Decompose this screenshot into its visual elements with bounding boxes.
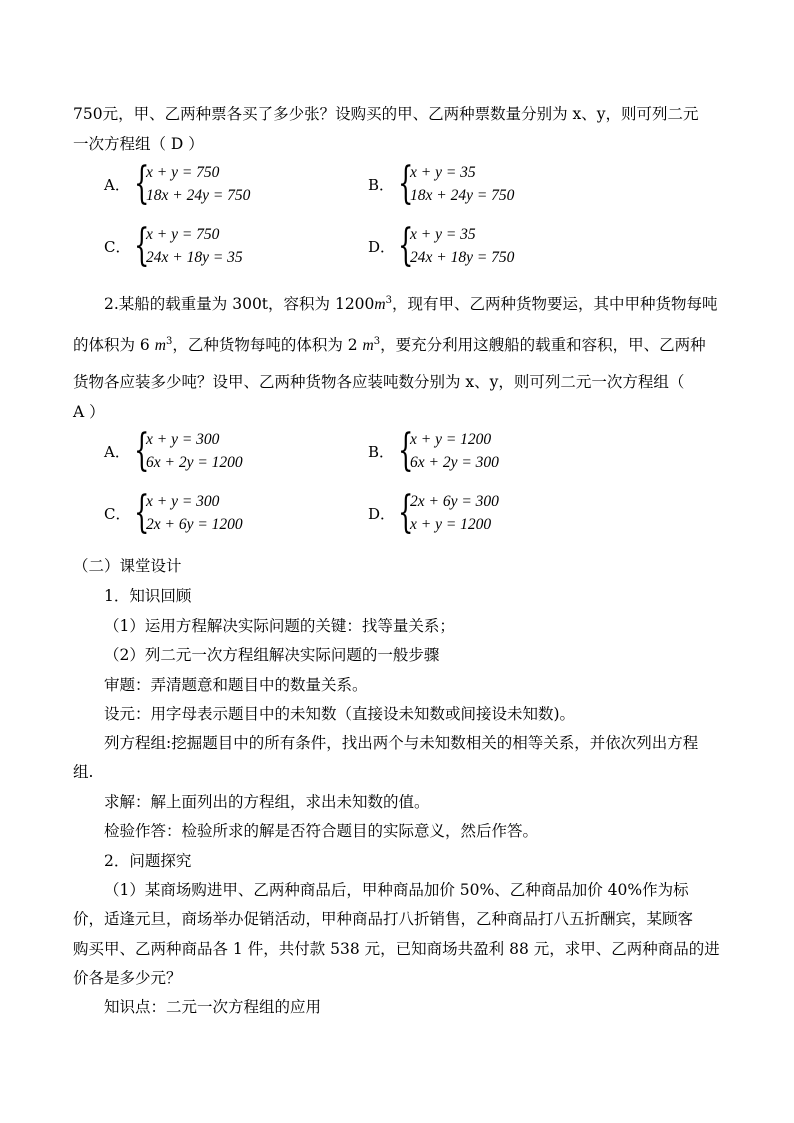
q2-line4: A ） [73, 403, 105, 421]
option-label: C． [104, 237, 131, 256]
step-solve: 求解：解上面列出的方程组，求出未知数的值。 [104, 793, 430, 811]
equation: 24x + 18y = 35 [146, 249, 243, 266]
equation: x + y = 35 [410, 226, 476, 243]
equation: 24x + 18y = 750 [410, 249, 515, 266]
q2-option-d [368, 487, 499, 538]
unit: m [374, 296, 386, 313]
problem-line1: （1）某商场购进甲、乙两种商品后，甲种商品加价 50%、乙种商品加价 40%作为标 [104, 881, 689, 899]
option-label: B． [368, 442, 395, 461]
brace-symbol: { [398, 220, 414, 271]
brace-symbol: { [134, 425, 150, 476]
equation: x + y = 300 [146, 493, 220, 510]
unit: m [154, 337, 166, 354]
option-label: D． [368, 504, 396, 523]
option-label: D． [368, 237, 396, 256]
step-check: 检验作答：检验所求的解是否符合题目的实际意义，然后作答。 [104, 822, 539, 840]
option-label: C． [104, 504, 131, 523]
q2-line3: 货物各应装多少吨？设甲、乙两种货物各应装吨数分别为 x、y，则可列二元一次方程组（ [73, 373, 685, 391]
unit: m [362, 337, 374, 354]
equation-system [398, 220, 515, 271]
equation: 2x + 6y = 300 [410, 493, 499, 510]
q1-option-a [104, 158, 251, 209]
brace-symbol: { [398, 158, 414, 209]
equation: x + y = 750 [146, 164, 220, 181]
knowledge-point: 知识点：二元一次方程组的应用 [104, 998, 322, 1016]
equation-system [134, 487, 243, 538]
q2-option-a [104, 425, 243, 476]
equation: x + y = 1200 [410, 516, 492, 533]
q1-line1: 750元，甲、乙两种票各买了多少张？设购买的甲、乙两种票数量分别为 x、y，则可列二元 [73, 105, 699, 123]
brace-symbol: { [398, 425, 414, 476]
equation-system [398, 158, 515, 209]
review-item-1: （1）运用方程解决实际问题的关键：找等量关系； [104, 617, 455, 635]
exponent: 3 [373, 335, 381, 347]
problem-line4: 价各是多少元？ [73, 969, 182, 987]
equation-system [134, 220, 243, 271]
text: ，现有甲、乙两种货物要运，其中甲种货物每吨 [391, 295, 718, 313]
exponent: 3 [165, 335, 173, 347]
equation-system [398, 425, 499, 476]
subsection-2: 2．问题探究 [104, 852, 192, 870]
text: 的体积为 6 [73, 336, 150, 354]
exponent: 3 [385, 294, 392, 306]
brace-symbol: { [134, 158, 150, 209]
option-label: A． [104, 175, 130, 194]
q1-option-d [368, 220, 515, 271]
step-equations: 列方程组:挖掘题目中的所有条件，找出两个与未知数相关的相等关系，并依次列出方程 [104, 734, 699, 752]
q1-option-c [104, 220, 243, 271]
q2-option-b [368, 425, 499, 476]
equation: 2x + 6y = 1200 [146, 516, 243, 533]
equation: 18x + 24y = 750 [410, 187, 515, 204]
section-heading: （二）课堂设计 [73, 557, 182, 575]
problem-line2: 价，适逢元旦，商场举办促销活动，甲种商品打八折销售，乙种商品打八五折酬宾，某顾客 [73, 910, 694, 928]
equation-system [398, 487, 499, 538]
brace-symbol: { [134, 487, 150, 538]
q2-line2 [73, 335, 706, 356]
equation: 18x + 24y = 750 [146, 187, 251, 204]
equation: 6x + 2y = 300 [410, 454, 499, 471]
equation: 6x + 2y = 1200 [146, 454, 243, 471]
q2-line1 [104, 294, 718, 315]
text: ，要充分利用这艘船的载重和容积，甲、乙两种 [380, 336, 706, 354]
q1-line2: 一次方程组（ D ） [73, 135, 204, 153]
text: ，乙种货物每吨的体积为 2 [172, 336, 358, 354]
q2-option-c [104, 487, 243, 538]
equation: x + y = 35 [410, 164, 476, 181]
review-item-2: （2）列二元一次方程组解决实际问题的一般步骤 [104, 646, 440, 664]
q1-option-b [368, 158, 515, 209]
equation: x + y = 750 [146, 226, 220, 243]
option-label: B． [368, 175, 395, 194]
step-variables: 设元：用字母表示题目中的未知数（直接设未知数或间接设未知数)。 [104, 705, 576, 723]
step-review: 审题：弄清题意和题目中的数量关系。 [104, 676, 368, 694]
option-label: A． [104, 442, 130, 461]
step-equations-cont: 组. [73, 763, 94, 781]
brace-symbol: { [398, 487, 414, 538]
equation-system [134, 425, 243, 476]
subsection-1: 1．知识回顾 [104, 587, 192, 605]
brace-symbol: { [134, 220, 150, 271]
text: 2.某船的载重量为 300t，容积为 1200 [104, 295, 375, 313]
equation-system [134, 158, 251, 209]
problem-line3: 购买甲、乙两种商品各 1 件，共付款 538 元，已知商场共盈利 88 元，求甲、乙两种商品的进 [73, 940, 720, 958]
equation: x + y = 1200 [410, 431, 492, 448]
equation: x + y = 300 [146, 431, 220, 448]
